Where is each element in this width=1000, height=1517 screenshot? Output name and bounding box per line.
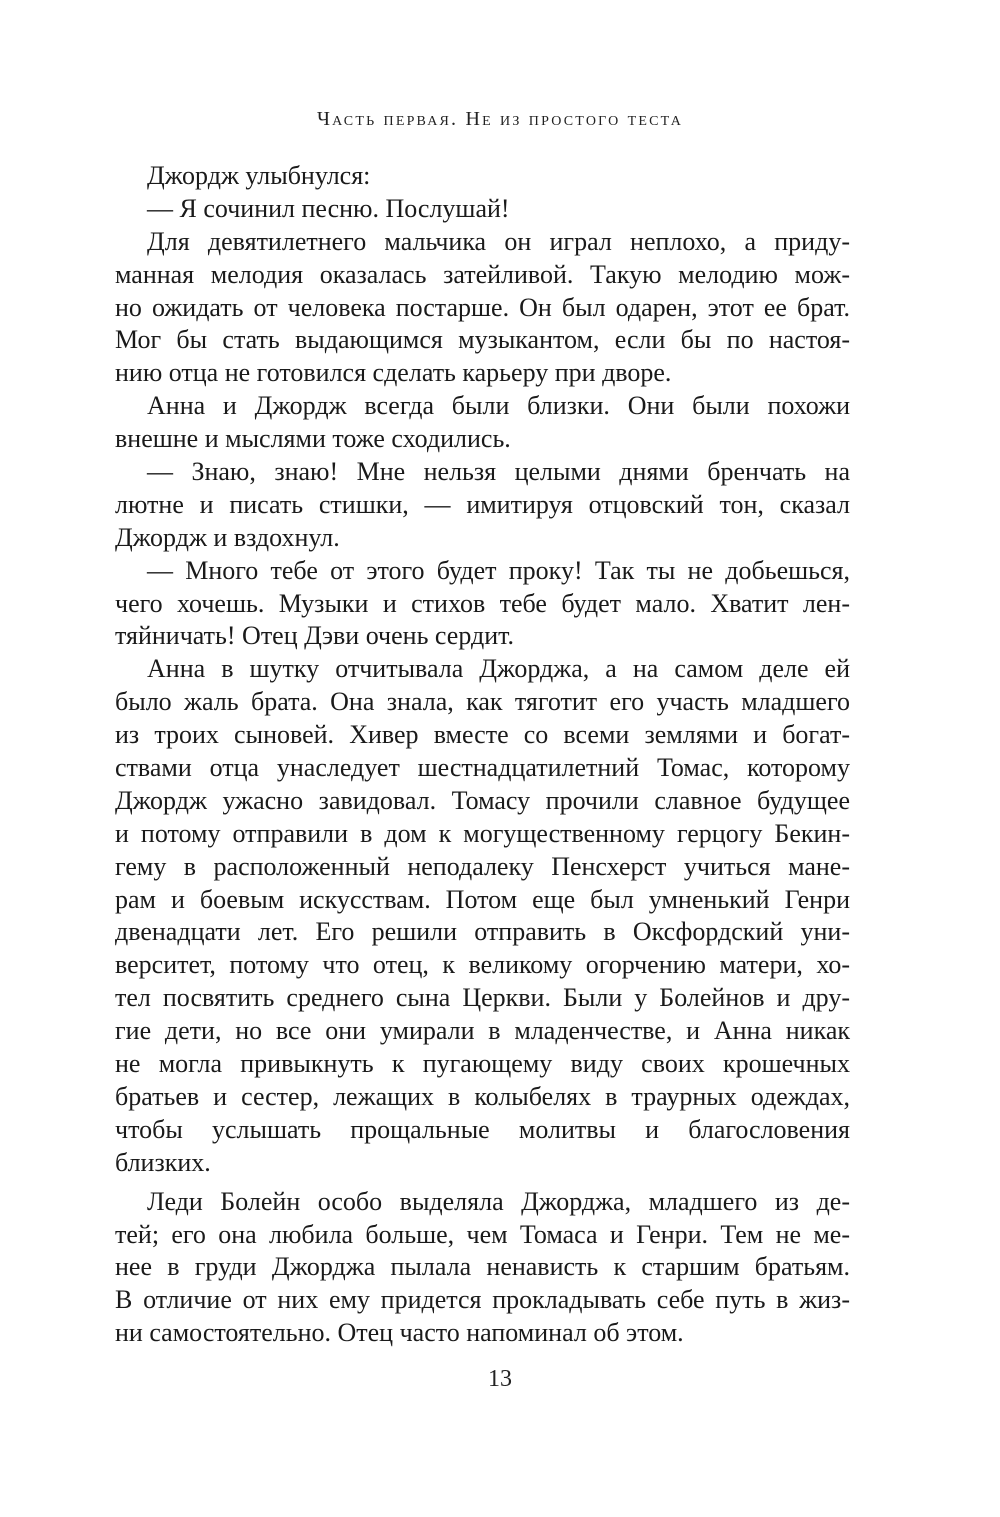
text-line: лютне и писать стишки, — имитируя отцовский тон, сказал: [115, 489, 850, 519]
text-line: чтобы услышать прощальные молитвы и благословения: [115, 1114, 850, 1144]
text-line: гему в расположенный неподалеку Пенсхерст учиться мане-: [115, 851, 850, 881]
text-line: тей; его она любила больше, чем Томаса и Генри. Тем не ме-: [115, 1219, 850, 1249]
text-line: гие дети, но все они умирали в младенчестве, и Анна никак: [115, 1016, 850, 1046]
running-head: Часть первая. Не из простого теста: [316, 108, 684, 130]
text-line: Анна в шутку отчитывала Джорджа, а на самом деле ей: [147, 654, 850, 684]
text-line: Джордж улыбнулся:: [147, 161, 371, 190]
text-line: но ожидать от человека постарше. Он был одарен, этот ее брат.: [115, 292, 850, 322]
text-line: Джордж ужасно завидовал. Томасу прочили славное будущее: [115, 785, 850, 815]
text-line: Джордж и вздохнул.: [115, 522, 340, 552]
text-line: Анна и Джордж всегда были близки. Они были похожи: [147, 391, 850, 421]
text-line: и потому отправили в дом к могущественному герцогу Бекин-: [115, 818, 850, 848]
text-line: было жаль брата. Она знала, как тяготит его участь младшего: [115, 687, 850, 717]
text-line: рам и боевым искусствам. Потом еще был умненький Генри: [115, 884, 850, 914]
text-line: близких.: [115, 1147, 211, 1177]
text-line: из троих сыновей. Хивер вместе со всеми землями и богат-: [115, 720, 850, 750]
text-line: ствами отца унаследует шестнадцатилетний Томас, которому: [115, 753, 850, 783]
text-line: чего хочешь. Музыки и стихов тебе будет мало. Хватит лен-: [115, 588, 850, 618]
text-line: — Знаю, знаю! Мне нельзя целыми днями бренчать на: [147, 457, 850, 487]
text-line: тяйничать! Отец Дэви очень сердит.: [115, 621, 515, 651]
page-number: 13: [488, 1366, 512, 1392]
text-line: внешне и мыслями тоже сходились.: [115, 424, 511, 454]
text-line: нию отца не готовился сделать карьеру при дворе.: [115, 358, 672, 388]
text-line: братьев и сестер, лежащих в колыбелях в траурных одеждах,: [115, 1081, 850, 1111]
text-line: — Я сочинил песню. Послушай!: [147, 193, 510, 223]
text-line: Для девятилетнего мальчика он играл неплохо, а приду-: [147, 226, 850, 256]
text-line: тел посвятить среднего сына Церкви. Были у Болейнов и дру-: [115, 983, 850, 1013]
text-line: Леди Болейн особо выделяла Джорджа, младшего из де-: [147, 1186, 850, 1216]
text-line: — Много тебе от этого будет проку! Так ты не добьешься,: [147, 555, 850, 585]
text-line: манная мелодия оказалась затейливой. Такую мелодию мож-: [115, 259, 850, 289]
text-line: Мог бы стать выдающимся музыкантом, если бы по настоя-: [115, 325, 850, 355]
body-text: [115, 160, 850, 1350]
text-line: В отличие от них ему придется прокладывать себе путь в жиз-: [115, 1285, 850, 1315]
text-line: ни самостоятельно. Отец часто напоминал об этом.: [115, 1318, 684, 1348]
text-line: двенадцати лет. Его решили отправить в Оксфордский уни-: [115, 917, 850, 947]
text-line: нее в груди Джорджа пылала ненависть к старшим братьям.: [115, 1252, 850, 1282]
text-line: верситет, потому что отец, к великому огорчению матери, хо-: [115, 950, 850, 980]
text-line: не могла привыкнуть к пугающему виду своих крошечных: [115, 1049, 850, 1079]
